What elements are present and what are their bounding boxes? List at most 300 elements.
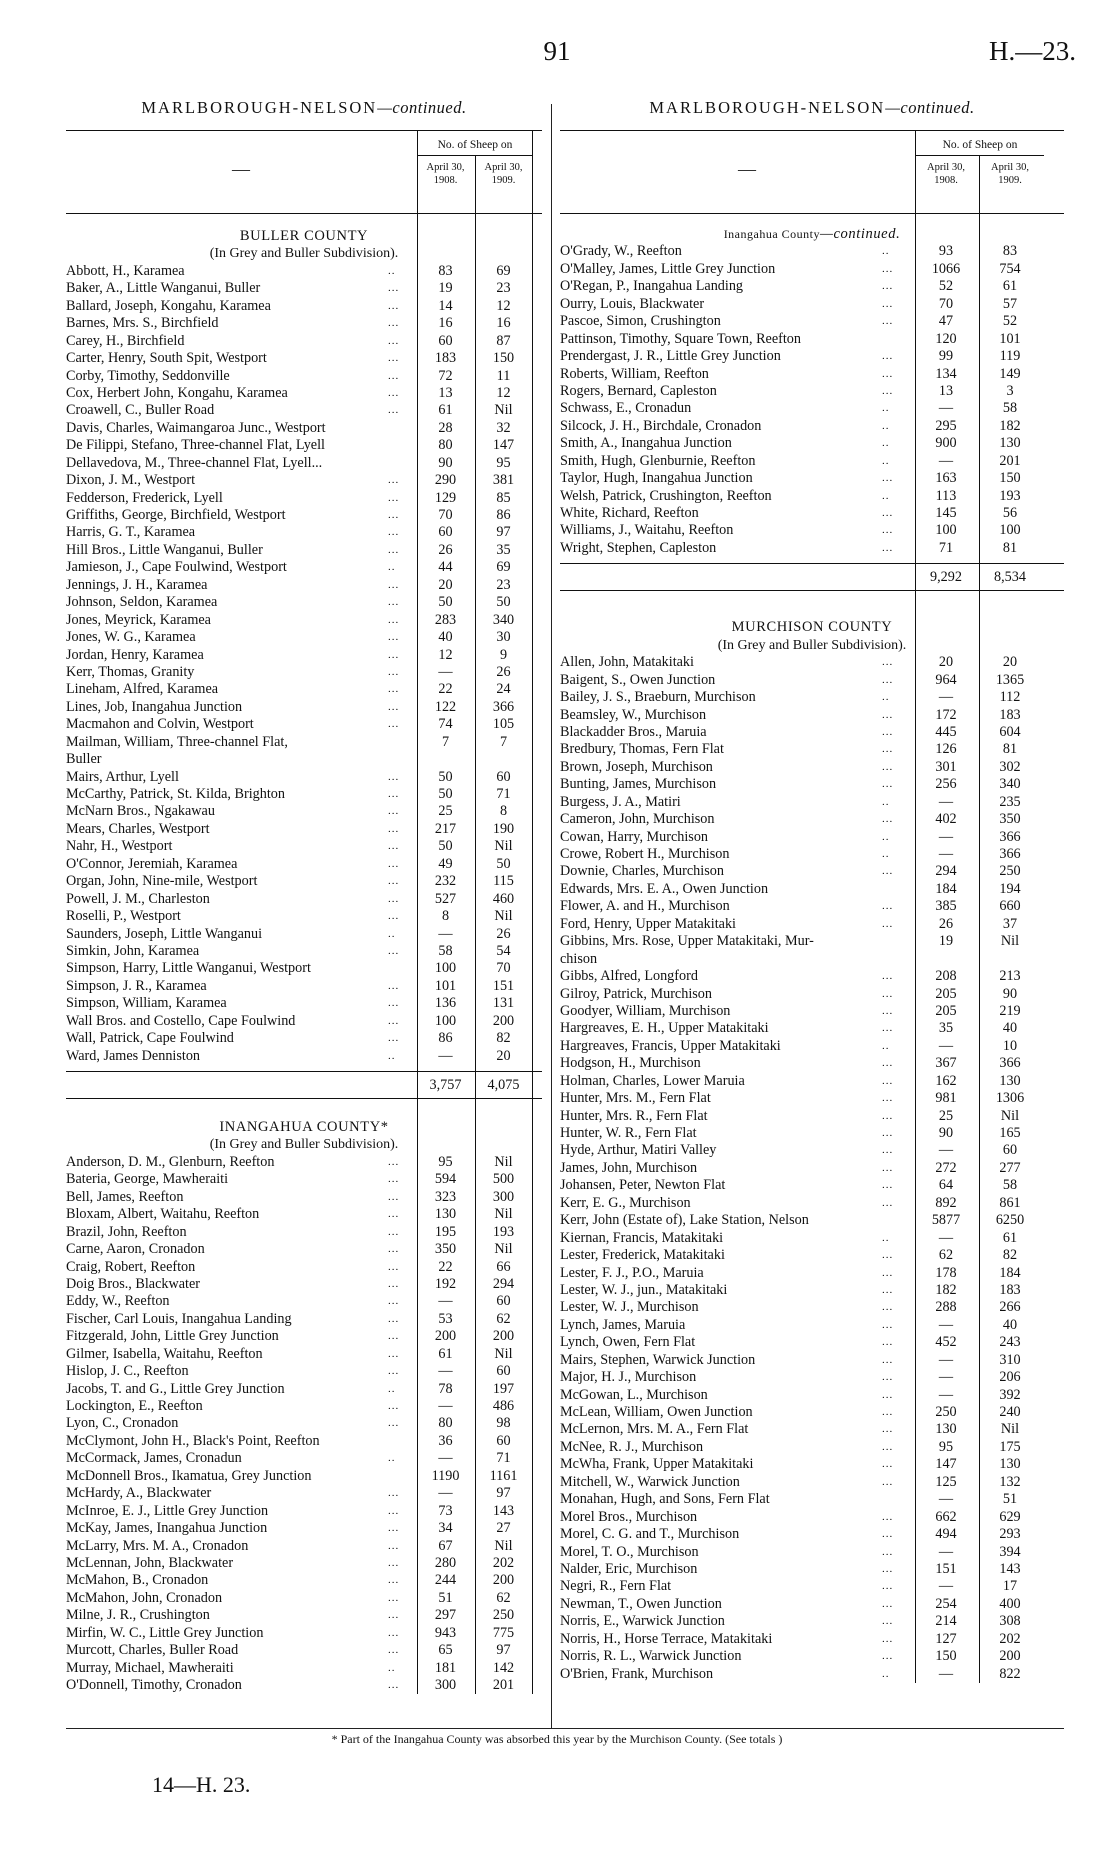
table-row: [560, 1230, 1064, 1247]
table-row: [560, 707, 1064, 724]
sheep-1909: 16: [496, 315, 511, 332]
sheep-1908: 367: [935, 1055, 957, 1072]
leader-dots: ...: [388, 892, 400, 905]
sheep-1909: 50: [496, 594, 511, 611]
leader-dots: ...: [388, 509, 400, 521]
table-row: [66, 612, 542, 629]
sheep-1909: 58: [1002, 400, 1018, 417]
sheep-1908: —: [438, 1398, 453, 1414]
leader-dots: ...: [882, 1283, 894, 1296]
leader-dots: ..: [882, 1039, 890, 1052]
owner-name: Powell, J. M., Charleston: [66, 890, 210, 907]
sheep-1908: 50: [438, 768, 453, 785]
sheep-1909: 660: [999, 898, 1021, 915]
owner-name: Monahan, Hugh, and Sons, Fern Flat: [560, 1491, 770, 1508]
sheep-1909: 500: [492, 1171, 515, 1188]
table-row: [560, 933, 1064, 950]
sheep-1909: 7: [499, 733, 508, 750]
leader-dots: ...: [388, 1225, 400, 1238]
sheep-1909: 243: [999, 1334, 1021, 1351]
table-row: [66, 1363, 542, 1380]
leader-dots: ...: [388, 1260, 400, 1273]
sheep-1908: 181: [434, 1659, 457, 1676]
sheep-1908: 95: [938, 1438, 954, 1455]
sheep-1908: 50: [438, 786, 453, 802]
owner-name: Williams, J., Waitahu, Reefton: [560, 522, 734, 539]
sheep-1909: 200: [492, 1572, 515, 1589]
sheep-1909: 147: [492, 437, 515, 454]
sheep-1909: 3: [1006, 382, 1014, 399]
table-row: [560, 986, 1064, 1003]
table-row: [560, 453, 1064, 470]
sheep-1908: 217: [434, 820, 457, 837]
sheep-1908: 13: [938, 382, 954, 399]
sheep-1908: 5877: [931, 1212, 961, 1229]
leader-dots: ...: [388, 1155, 400, 1168]
owner-name: Schwass, E., Cronadun: [560, 400, 692, 417]
owner-name: De Filippi, Stefano, Three-channel Flat, Lyell: [66, 437, 325, 454]
column-title-right: MARLBOROUGH-NELSON—continued.: [649, 98, 975, 117]
sheep-1909: 206: [999, 1369, 1021, 1386]
owner-name: Lynch, Owen, Fern Flat: [560, 1334, 696, 1351]
table-row: [66, 1433, 542, 1450]
table-header: [66, 130, 542, 214]
sheep-1909: 132: [999, 1473, 1021, 1490]
sheep-1908: 283: [434, 611, 457, 628]
sheep-1909: 202: [492, 1554, 515, 1571]
sheep-1908: 20: [938, 654, 954, 671]
sheep-1908: 182: [935, 1281, 957, 1298]
sheep-1909: 193: [999, 487, 1021, 504]
sheep-1908: —: [938, 1665, 954, 1682]
owner-name: Lester, W. J., jun., Matakitaki: [560, 1281, 728, 1298]
table-row: [66, 856, 542, 873]
leader-dots: ...: [388, 875, 400, 888]
table-row: [560, 863, 1064, 880]
table-row: [560, 1631, 1064, 1648]
owner-name: McGowan, L., Murchison: [560, 1386, 708, 1403]
sheep-1908: 90: [938, 1125, 954, 1141]
table-row: [66, 664, 542, 681]
leader-dots: ...: [882, 1406, 894, 1418]
sheep-1909: 392: [999, 1386, 1021, 1403]
sheep-1908: 150: [935, 1648, 957, 1665]
owner-name: Hislop, J. C., Reefton: [66, 1363, 189, 1380]
leader-dots: ...: [388, 1277, 400, 1290]
column-title: MARLBOROUGH-NELSON—continued.: [141, 98, 467, 117]
sheep-1908: 71: [938, 539, 954, 556]
sheep-1908: 290: [434, 472, 457, 489]
owner-name: Jordan, Henry, Karamea: [66, 646, 204, 663]
owner-name: Roberts, William, Reefton: [560, 365, 709, 382]
leader-dots: ...: [388, 788, 400, 800]
table-row: [66, 1328, 542, 1345]
sheep-1909: Nil: [494, 1206, 513, 1223]
sheep-1908: 67: [438, 1537, 453, 1554]
sheep-1908: 14: [438, 297, 453, 314]
table-row: [66, 402, 542, 419]
sheep-1909: 400: [999, 1595, 1021, 1612]
leader-dots: ...: [388, 1504, 400, 1517]
sheep-1908: 60: [438, 524, 453, 541]
sheep-1909: 150: [999, 470, 1021, 487]
leader-dots: ...: [388, 1591, 400, 1604]
sheep-1909: 184: [999, 1264, 1021, 1281]
leader-dots: ...: [882, 1092, 894, 1105]
sheep-1908: 288: [935, 1299, 957, 1316]
leader-dots: ..: [882, 1667, 890, 1680]
table-row: [560, 313, 1064, 330]
sheep-1908: 1066: [931, 260, 961, 277]
owner-name: Gibbs, Alfred, Longford: [560, 968, 698, 985]
leader-dots: ...: [388, 578, 400, 591]
sheep-1908: 28: [438, 419, 453, 436]
sheep-1908: 445: [935, 723, 957, 740]
owner-name: Simpson, Harry, Little Wanganui, Westport: [66, 960, 311, 977]
sheep-1909: 150: [492, 350, 515, 367]
leader-dots: ...: [388, 840, 400, 853]
sheep-1908: —: [938, 1351, 954, 1368]
owner-name: Bloxam, Albert, Waitahu, Reefton: [66, 1206, 260, 1223]
sheep-1909: 6250: [995, 1212, 1025, 1229]
owner-name: Allen, John, Matakitaki: [560, 654, 694, 671]
leader-dots: ...: [388, 1312, 400, 1325]
leader-dots: ...: [388, 1556, 400, 1569]
table-row: [560, 1526, 1064, 1543]
leader-dots: ...: [388, 1609, 400, 1622]
table-row: [560, 1108, 1064, 1125]
table-row: [66, 1189, 542, 1206]
sheep-1908: 200: [434, 1328, 457, 1345]
owner-name: Kerr, John (Estate of), Lake Station, Nelson: [560, 1212, 809, 1229]
sheep-1908: 13: [438, 384, 453, 401]
sheep-1908: 494: [935, 1526, 957, 1543]
sheep-1908: 232: [434, 873, 457, 890]
sheep-1908: 136: [434, 995, 457, 1012]
leader-dots: ...: [388, 1032, 400, 1045]
sheep-1908: —: [438, 1450, 453, 1467]
owner-name: Norris, E., Warwick Junction: [560, 1613, 725, 1630]
table-row: [66, 908, 542, 925]
sheep-1909: 66: [496, 1258, 511, 1275]
sheep-1908: 195: [434, 1223, 457, 1240]
sheep-1908: —: [438, 1293, 453, 1310]
sheep-1908: 61: [438, 1345, 453, 1362]
leader-dots: ...: [882, 472, 894, 485]
owner-name: Wright, Stephen, Capleston: [560, 539, 717, 556]
sheep-1908: 184: [935, 880, 957, 897]
sheep-1909: 822: [999, 1665, 1021, 1682]
table-row: [66, 1555, 542, 1572]
left-column: [66, 96, 542, 1694]
table-row: [560, 1020, 1064, 1037]
header-dash: —: [232, 159, 250, 179]
leader-dots: ...: [388, 979, 400, 992]
date-1908-header: April 30, 1908.: [426, 162, 465, 186]
leader-dots: ...: [388, 404, 400, 417]
sheep-1908: 47: [938, 313, 954, 330]
table-row: [560, 296, 1064, 313]
owner-name: Wall, Patrick, Cape Foulwind: [66, 1030, 234, 1047]
owner-name: Lyon, C., Cronadon: [66, 1415, 179, 1432]
sheep-1909: 20: [496, 1047, 511, 1064]
sheep-1908: —: [938, 452, 954, 469]
table-row: [560, 1387, 1064, 1404]
sheep-1909: 69: [496, 559, 511, 576]
sheep-1908: 80: [438, 1415, 453, 1432]
table-row: [560, 1404, 1064, 1421]
owner-name: McDonnell Bros., Ikamatua, Grey Junction: [66, 1467, 312, 1484]
owner-name: Major, H. J., Murchison: [560, 1369, 697, 1386]
sheep-1909: 1365: [995, 671, 1025, 688]
sheep-1909: 51: [1002, 1491, 1018, 1508]
table-row: [66, 472, 542, 489]
owner-name: Hyde, Arthur, Matiri Valley: [560, 1142, 717, 1159]
leader-dots: ...: [388, 1400, 400, 1412]
owner-name: Kerr, Thomas, Granity: [66, 663, 195, 680]
sheep-1909: 50: [496, 855, 511, 872]
owner-name: Burgess, J. A., Matiri: [560, 793, 681, 810]
leader-dots: ...: [882, 1074, 894, 1087]
sheep-1909: 97: [496, 1642, 511, 1659]
sheep-1908: 172: [935, 706, 957, 723]
sheep-1908: 40: [438, 629, 453, 646]
owner-name: Edwards, Mrs. E. A., Owen Junction: [560, 880, 769, 897]
sheep-1908: 62: [938, 1247, 954, 1264]
table-row: [66, 263, 542, 280]
owner-name: Anderson, D. M., Glenburn, Reefton: [66, 1153, 275, 1170]
table-row: [66, 751, 542, 768]
buller-county-heading: BULLER COUNTY: [239, 228, 369, 244]
table-row: [66, 926, 542, 943]
owner-name: Hargreaves, E. H., Upper Matakitaki: [560, 1020, 769, 1037]
owner-name: Morel, T. O., Murchison: [560, 1543, 699, 1560]
leader-dots: ...: [388, 1417, 400, 1430]
table-row: [560, 1544, 1064, 1561]
sheep-1909: 219: [999, 1002, 1021, 1019]
sheep-1909: 183: [999, 706, 1021, 723]
owner-name: Kiernan, Francis, Matakitaki: [560, 1229, 724, 1246]
table-row: [560, 811, 1064, 828]
sheep-1908: 126: [935, 741, 957, 758]
sheep-1909: 70: [496, 960, 511, 977]
leader-dots: ...: [882, 1615, 894, 1628]
sheep-1908: 101: [434, 977, 457, 994]
leader-dots: ...: [882, 673, 894, 686]
sheep-1908: 145: [935, 505, 957, 521]
leader-dots: ...: [388, 1014, 400, 1027]
table-header-right: [560, 130, 1064, 214]
sheep-1909: 294: [492, 1275, 515, 1292]
sheep-1909: 27: [496, 1520, 511, 1537]
sheep-1909: 58: [1002, 1177, 1018, 1194]
sheep-1909: 20: [1002, 654, 1018, 671]
sheep-1908: 125: [935, 1473, 957, 1490]
table-row: [66, 1293, 542, 1310]
sheep-1909: 60: [1002, 1142, 1018, 1159]
owner-name: Baker, A., Little Wanganui, Buller: [66, 280, 261, 297]
leader-dots: ...: [388, 1487, 400, 1500]
leader-dots: ...: [882, 900, 894, 913]
owner-name: Simkin, John, Karamea: [66, 942, 200, 959]
leader-dots: ...: [388, 543, 400, 556]
table-row: [560, 470, 1064, 487]
owner-name: Wall Bros. and Costello, Cape Foulwind: [66, 1012, 296, 1029]
owner-name: Simpson, J. R., Karamea: [66, 977, 207, 994]
sheep-1908: 350: [434, 1241, 457, 1258]
table-row: [560, 1421, 1064, 1438]
sheep-1908: 70: [438, 507, 453, 523]
owner-name: Lester, W. J., Murchison: [560, 1299, 699, 1316]
owner-name: McNarn Bros., Ngakawau: [66, 803, 215, 820]
leader-dots: ...: [882, 1580, 894, 1593]
leader-dots: ..: [882, 795, 890, 808]
sheep-1908: 51: [438, 1589, 453, 1606]
leader-dots: ...: [882, 725, 894, 738]
table-row: [66, 385, 542, 402]
leader-dots: ...: [388, 857, 400, 870]
owner-name: Hill Bros., Little Wanganui, Buller: [66, 541, 263, 558]
sheep-1908: 662: [935, 1508, 957, 1525]
sheep-1909: 119: [999, 348, 1021, 365]
sheep-1908: 256: [935, 776, 957, 793]
table-row: [560, 1177, 1064, 1194]
sheep-1908: 129: [434, 489, 457, 506]
table-row: [560, 672, 1064, 689]
table-row: [560, 1299, 1064, 1316]
leader-dots: ...: [882, 315, 894, 328]
owner-name: Gibbins, Mrs. Rose, Upper Matakitaki, Mur-: [560, 933, 814, 950]
sheep-1909: 143: [999, 1560, 1021, 1577]
sheep-1909: 100: [999, 522, 1021, 539]
owner-name: Hunter, W. R., Fern Flat: [560, 1125, 697, 1141]
table-row: [560, 1125, 1064, 1142]
left-table-body: [66, 214, 542, 1694]
sheep-1909: 394: [999, 1543, 1021, 1560]
table-row: [560, 1578, 1064, 1595]
table-row: [560, 488, 1064, 505]
table-row: [66, 542, 542, 559]
leader-dots: ...: [388, 352, 400, 365]
owner-name: Bailey, J. S., Braeburn, Murchison: [560, 689, 756, 706]
owner-name: Crowe, Robert H., Murchison: [560, 846, 730, 862]
leader-dots: ...: [882, 1597, 894, 1610]
owner-name: Ourry, Louis, Blackwater: [560, 295, 705, 312]
sheep-1909: 97: [496, 524, 511, 541]
buller-rows: [66, 263, 542, 1065]
owner-name: Blackadder Bros., Maruia: [560, 723, 707, 740]
leader-dots: ...: [882, 1057, 894, 1070]
owner-name: Buller: [66, 751, 102, 768]
owner-name: Fitzgerald, John, Little Grey Junction: [66, 1328, 279, 1345]
leader-dots: ...: [388, 822, 400, 835]
table-row: [560, 741, 1064, 758]
owner-name: Rogers, Bernard, Capleston: [560, 382, 717, 399]
sheep-1909: 460: [492, 890, 515, 907]
sheep-1909: 71: [496, 1450, 511, 1467]
sheep-1909: 149: [999, 365, 1021, 382]
owner-name: Hargreaves, Francis, Upper Matakitaki: [560, 1037, 781, 1054]
owner-name: McLernon, Mrs. M. A., Fern Flat: [560, 1421, 749, 1438]
leader-dots: ...: [388, 613, 400, 626]
owner-name: Croawell, C., Buller Road: [66, 402, 215, 419]
table-row: [66, 1241, 542, 1258]
sheep-1908: 78: [438, 1380, 453, 1397]
table-row: [66, 507, 542, 524]
owner-name: Prendergast, J. R., Little Grey Junction: [560, 348, 781, 365]
table-row: [560, 1648, 1064, 1665]
sheep-1909: 11: [496, 367, 511, 384]
sheep-1909: 200: [492, 1328, 515, 1345]
sheep-1908: 72: [438, 367, 453, 384]
table-row: [66, 629, 542, 646]
right-column: [560, 96, 1064, 1683]
leader-dots: ...: [388, 1679, 400, 1691]
leader-dots: ...: [882, 1423, 894, 1436]
sheep-1908: —: [938, 1543, 954, 1560]
table-row: [560, 1561, 1064, 1578]
sheep-1909: 201: [999, 452, 1021, 469]
sheep-1909: Nil: [494, 1537, 513, 1554]
table-row: [66, 821, 542, 838]
sheep-1908: —: [938, 828, 954, 845]
leader-dots: ...: [882, 1249, 894, 1262]
sheep-1909: 183: [999, 1281, 1021, 1298]
owner-name: Holman, Charles, Lower Maruia: [560, 1072, 745, 1089]
sheep-1908: 60: [438, 332, 453, 349]
owner-name: Mitchell, W., Warwick Junction: [560, 1473, 740, 1490]
owner-name: Lineham, Alfred, Karamea: [66, 681, 219, 698]
owner-name: Morel, C. G. and T., Murchison: [560, 1526, 740, 1543]
leader-dots: ...: [388, 1243, 400, 1256]
leader-dots: ..: [882, 402, 890, 415]
owner-name: Murcott, Charles, Buller Road: [66, 1642, 239, 1659]
leader-dots: ...: [388, 770, 400, 783]
table-row: [560, 1613, 1064, 1630]
sheep-1909: 30: [496, 629, 511, 646]
leader-dots: ..: [882, 419, 890, 432]
sheep-1908: 452: [935, 1334, 957, 1351]
sheep-1908: 53: [438, 1310, 453, 1327]
buller-total: 3,757 4,075: [66, 1071, 542, 1099]
leader-dots: ...: [882, 1179, 894, 1192]
sheep-1908: 163: [935, 470, 957, 487]
owner-name: Jones, Meyrick, Karamea: [66, 611, 211, 628]
owner-name: Jennings, J. H., Karamea: [66, 576, 208, 593]
table-row: [560, 1073, 1064, 1090]
sheep-1909: 300: [492, 1188, 515, 1205]
sheep-1909: 95: [496, 454, 511, 471]
leader-dots: ...: [882, 1510, 894, 1523]
sheep-1909: 182: [999, 417, 1021, 434]
sheep-1908: 7: [441, 733, 450, 750]
owner-name: Lester, F. J., P.O., Maruia: [560, 1264, 704, 1281]
table-row: [66, 1224, 542, 1241]
sheep-1909: 60: [496, 768, 511, 785]
leader-dots: ...: [882, 1458, 894, 1471]
owner-name: Brazil, John, Reefton: [66, 1223, 187, 1240]
leader-dots: ...: [388, 805, 400, 818]
leader-dots: ...: [388, 491, 400, 504]
table-row: [66, 455, 542, 472]
owner-name: Gilroy, Patrick, Murchison: [560, 985, 712, 1002]
sheep-1909: 52: [1002, 313, 1018, 330]
leader-dots: ...: [882, 656, 894, 669]
leader-dots: ...: [388, 631, 400, 644]
sheep-1909: Nil: [1000, 1421, 1020, 1438]
table-row: [560, 400, 1064, 417]
right-table-body: [560, 214, 1064, 1683]
